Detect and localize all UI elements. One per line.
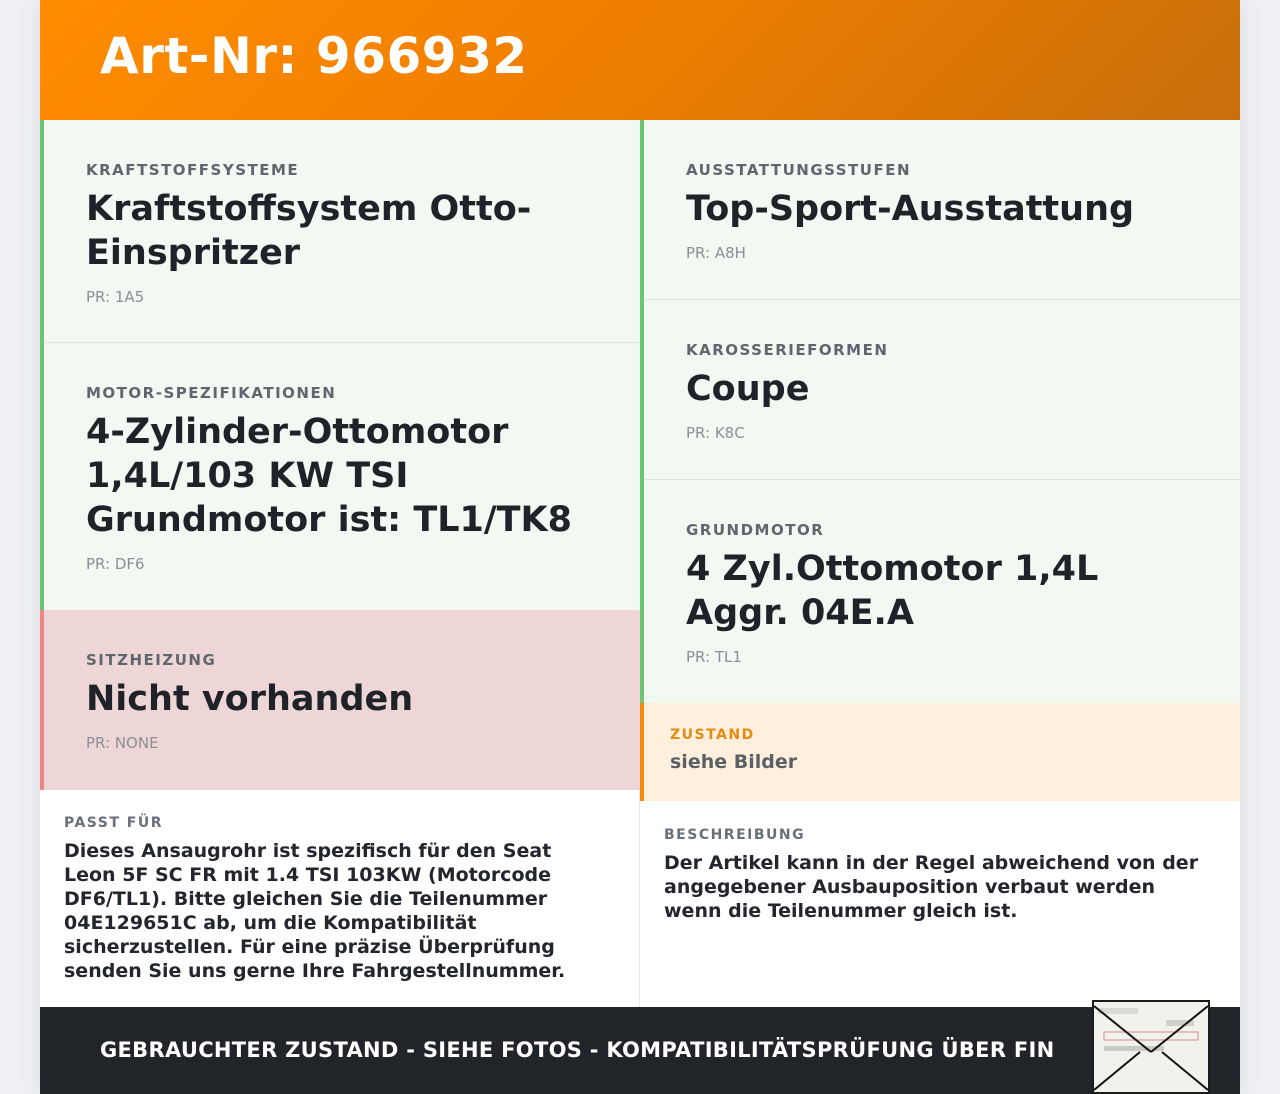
- description-text: Der Artikel kann in der Regel abweichend von der angegebener Ausbauposition verbaut werden wenn die Teilenummer gleich ist.: [664, 852, 1199, 922]
- spec-value: Kraftstoffsystem Otto-Einspritzer: [86, 189, 532, 273]
- spec-pr-code: PR: DF6: [86, 555, 145, 573]
- spec-value: Nicht vorhanden: [86, 679, 414, 719]
- fits-for-section: [40, 790, 640, 1007]
- fits-for-text: Dieses Ansaugrohr ist spezifisch für den Seat Leon 5F SC FR mit 1.4 TSI 103KW (Motorcode DF6/TL1). Bitte gleichen Sie die Teilenummer 04E129651C ab, um die Kompatibilität sicherzustellen. Für eine präzise Überprüfung senden Sie uns gerne Ihre Fahrgestellnummer.: [64, 840, 566, 982]
- spec-value: Coupe: [686, 369, 810, 409]
- spec-category: KRAFTSTOFFSYSTEME: [86, 161, 300, 179]
- fits-for-label: PASST FÜR: [64, 815, 163, 831]
- spec-category: GRUNDMOTOR: [686, 521, 825, 539]
- header-banner: [40, 0, 1240, 120]
- spec-category: MOTOR-SPEZIFIKATIONEN: [86, 384, 337, 402]
- spec-card-kraftstoffsysteme: [40, 120, 640, 343]
- spec-pr-code: PR: NONE: [86, 734, 159, 752]
- product-photo-thumbnail[interactable]: [1092, 1000, 1210, 1094]
- photo-image: [1094, 1002, 1208, 1092]
- spec-pr-code: PR: 1A5: [86, 288, 145, 306]
- spec-category: KAROSSERIEFORMEN: [686, 341, 889, 359]
- spec-card-ausstattungsstufen: [640, 120, 1240, 300]
- spec-card-grundmotor: [640, 480, 1240, 703]
- description-section: [640, 801, 1240, 1007]
- footer-notice: GEBRAUCHTER ZUSTAND - SIEHE FOTOS - KOMPATIBILITÄTSPRÜFUNG ÜBER FIN: [100, 1038, 1055, 1062]
- footer-bar: [40, 1007, 1240, 1094]
- article-number-title: Art-Nr: 966932: [100, 27, 528, 85]
- spec-category: SITZHEIZUNG: [86, 651, 217, 669]
- spec-category: AUSSTATTUNGSSTUFEN: [686, 161, 912, 179]
- condition-value: siehe Bilder: [670, 751, 798, 773]
- spec-card-motor-spezifikationen: [40, 343, 640, 610]
- spec-card-sitzheizung: [40, 610, 640, 790]
- spec-value: 4 Zyl.Ottomotor 1,4L Aggr. 04E.A: [686, 549, 1099, 633]
- spec-pr-code: PR: A8H: [686, 244, 746, 262]
- spec-pr-code: PR: K8C: [686, 424, 745, 442]
- condition-box: [640, 703, 1240, 801]
- spec-value: 4-Zylinder-Ottomotor 1,4L/103 KW TSI Grundmotor ist: TL1/TK8: [86, 412, 573, 540]
- spec-value: Top-Sport-Ausstattung: [686, 189, 1135, 229]
- description-label: BESCHREIBUNG: [664, 827, 806, 843]
- spec-pr-code: PR: TL1: [686, 648, 742, 666]
- spec-card-karosserieformen: [640, 300, 1240, 480]
- product-sheet: [40, 0, 1240, 1094]
- condition-label: ZUSTAND: [670, 727, 755, 743]
